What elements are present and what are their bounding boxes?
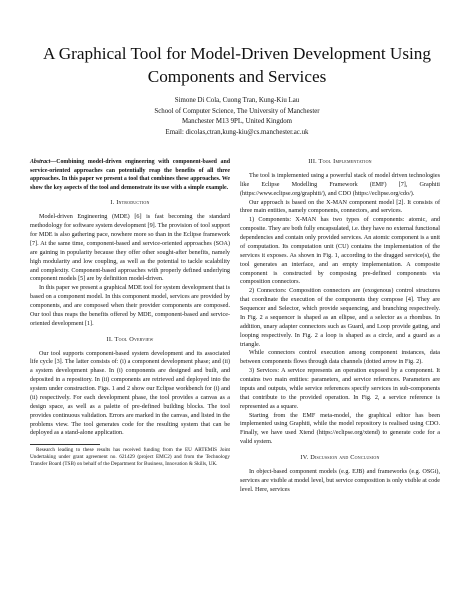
paragraph: Model-driven Engineering (MDE) [6] is fast becoming the standard methodology for software system development [9]. The provision of tool support for MDE is also gathering pace, nowhere more so than in the Eclipse framework [7]. At the same time, component-based and service-oriented approaches (SOA) are gaining in popularity because they offer other sought-after benefits, namely high modularity and low coupling, as well as the potential to tackle scalability and complexity. Component-based approaches with properly defined underlying component models [5] are by definition model-driven. <box>30 214 230 283</box>
section-heading-introduction: I. Introduction <box>110 199 150 207</box>
paper-title: A Graphical Tool for Model-Driven Development Using Components and Services <box>43 44 431 86</box>
paragraph: The tool is implemented using a powerful stack of model driven technologies like Eclipse Modelling Framework (EMF) [7], Graphiti (https://www.eclipse.org/graphiti/), and CDO (https://eclipse.org/cdo/). <box>240 172 440 197</box>
section-heading-tool-implementation: III. Tool Implementation <box>308 158 372 165</box>
abstract-text: Combining model-driven engineering with component-based and service-oriented approaches can potentially reap the benefits of all three approaches. In this paper we present a tool that combines these approaches. We show the key aspects of the tool and demonstrate its use with a simple example. <box>30 159 230 191</box>
footnote: Research leading to these results has received funding from the EU ARTEMIS Joint Undertaking under grant agreement no. 621429 (project EMC2) and from the Technology Transfer Board (TSB) on behalf of the Department for Business, Innovation & Skills, UK. <box>30 447 230 468</box>
paragraph: Our tool supports component-based system development and its associated life cycle [3]. The latter consists of: (i) a component development phase; and (ii) a system development phase. In (i) components are designed and built, and deposited in a repository. In (ii) components are retrieved and deployed into the system under construction. Figs. 1 and 2 show our Eclipse workbench for (i) and (ii) respectively. For each development phase, the tool provides a canvas as a design space, as well as a palette of pre-defined building blocks. The tool provides continuous validation. Errors are marked in the canvas, and listed in the problems view. The tool generates code for the resulting system that can be deployed as a stand-alone application. <box>30 350 230 437</box>
footnote-rule <box>30 444 100 445</box>
paragraph: 2) Connectors: Composition connectors are (exogenous) control structures that coordinate the execution of the components they compose [4]. They are Sequencer and Selector, which provide sequencing, and branching respectively. In Fig. 2 a sequencer is shaped as an ellipse, and a selector as a rhombus. In addition, unary adapter connectors such as Guard, and Loop provide gating, and looping respectively. In Fig. 2 a loop is shaped as a circle, and a guard as a triangle. <box>240 288 440 348</box>
right-column <box>240 158 440 495</box>
paragraph: 3) Services: A service represents an operation exposed by a component. It contains two main entities: parameters, and service references. Parameters are inputs and outputs, while service references specify services in sub-components that contribute to the provided operation. In Fig. 2, a service reference is represented as a square. <box>240 368 440 410</box>
affiliation-address: Manchester M13 9PL, United Kingdom <box>181 118 293 126</box>
author-names: Simone Di Cola, Cuong Tran, Kung-Kiu Lau <box>174 97 300 104</box>
section-heading-tool-overview: II. Tool Overview <box>106 335 154 343</box>
paragraph: Starting from the EMF meta-model, the graphical editor has been implemented using Graphiti, while the model repository is realised using CDO. Finally, we have used Xtend (https://eclipse.org/xtend) to generate code for a valid system. <box>240 412 440 446</box>
paragraph: While connectors control execution among component instances, data between components flows through data channels (dotted arrow in Fig. 2). <box>240 350 440 366</box>
paragraph: In object-based component models (e.g. EJB) and frameworks (e.g. OSGi), services are visible at model level, but service composition is only visible at code level. Here, services <box>240 468 440 493</box>
author-email: Email: dicolas,ctran,kung-kiu@cs.manchester.ac.uk <box>165 128 309 136</box>
abstract <box>30 158 230 192</box>
paragraph: 1) Components: X-MAN has two types of components: atomic, and composite. They are both fully encapsulated, i.e. they have no external functional dependencies and contain only provided services. An atomic component is a unit of computation. Its computation unit (CU) contains the implementation of the services it exposes. As shown in Fig. 1, according to the dragged service(s), the tool generates an interface, and an empty implementation. A composite component is constructed by composing pre-defined components via composition connectors. <box>240 217 440 286</box>
left-column <box>30 158 230 468</box>
paragraph: In this paper we present a graphical MDE tool for system development that is based on a component model. In this component model, services are provided by components, and are composed when their provider components are composed. Our tool thus reaps the benefits offered by MDE, component-based and service-oriented development [1]. <box>30 285 230 327</box>
section-heading-discussion: IV. Discussion and Conclusion <box>300 454 380 461</box>
affiliation-school: School of Computer Science, The University of Manchester <box>154 107 320 115</box>
abstract-label: Abstract— <box>30 159 57 165</box>
author-block <box>20 96 454 138</box>
paragraph: Our approach is based on the X-MAN component model [2]. It consists of three main entities, namely components, connectors, and services. <box>240 199 440 215</box>
